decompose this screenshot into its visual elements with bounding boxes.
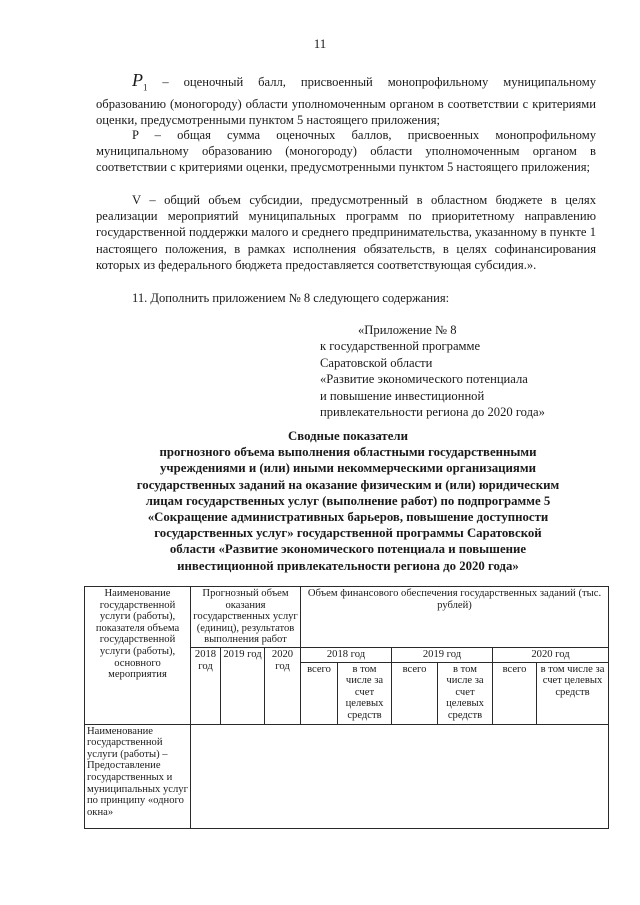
appendix-line: привлекательности региона до 2020 года» <box>320 405 545 420</box>
forecast-year-2020: 2020 год <box>265 648 301 725</box>
sub-total-2018: всего <box>301 662 338 724</box>
heading-line: области «Развитие экономического потенциала и повышение <box>169 542 527 557</box>
table-heading <box>88 428 608 574</box>
appendix-line: «Развитие экономического потенциала <box>320 372 528 387</box>
paragraph-v-definition: V – общий объем субсидии, предусмотренный в областном бюджете в целях реализации мероприятий муниципальных программ по приоритетному направлению государственной поддержки малого и среднего предпринимательства, указанному в пункте 1 настоящего положения, в рамках исполнения обязательств, в целях софинансирования которых из федерального бюджета предоставляется соответствующая субсидия.». <box>96 193 596 272</box>
appendix-line: и повышение инвестиционной <box>320 388 485 403</box>
paragraph-p1-definition: $P_1$ – оценочный балл, присвоенный монопрофильному муниципальному образованию (моногороду) области уполномоченным органом в соответствии с критериями оценки, предусмотренными пунктом 5 настоящего приложения; <box>96 70 596 127</box>
col-header-forecast: Прогнозный объем оказания государственных услуг (единиц), результатов выполнения работ <box>191 587 301 648</box>
appendix-caption <box>320 322 610 420</box>
row-service-empty-cell <box>191 724 609 828</box>
summary-table <box>84 586 609 829</box>
heading-line: государственных услуг» государственной программы Саратовской <box>154 526 542 541</box>
forecast-year-2019: 2019 год <box>221 648 265 725</box>
finance-year-2020: 2020 год <box>493 648 609 663</box>
col-header-name: Наименование государственной услуги (работы), показателя объема государственной услуги (работы), основного мероприятия <box>85 587 191 725</box>
heading-line: лицам государственных услуг (выполнение работ) по подпрограмме 5 <box>145 493 551 508</box>
appendix-line: к государственной программе <box>320 339 481 354</box>
finance-year-2019: 2019 год <box>392 648 493 663</box>
paragraph-item-11: 11. Дополнить приложением № 8 следующего содержания: <box>132 291 450 305</box>
heading-line: государственных заданий на оказание физическим и (или) юридическим <box>136 477 560 492</box>
col-header-finance: Объем финансового обеспечения государственных заданий (тыс. рублей) <box>301 587 609 648</box>
row-service-name: Наименование государственной услуги (работы) – Предоставление государственных и муниципальных услуг по принципу «одного окна» <box>85 724 191 828</box>
appendix-line: «Приложение № 8 <box>358 323 457 337</box>
sub-cofin-2020: в том числе за счет целевых средств <box>537 662 609 724</box>
sub-cofin-2018: в том числе за счет целевых средств <box>338 662 392 724</box>
p1-symbol: $P_1$ <box>132 70 148 93</box>
heading-line: Сводные показатели <box>288 429 408 443</box>
heading-line: инвестиционной привлекательности региона до 2020 года» <box>177 558 519 573</box>
appendix-line: Саратовской области <box>320 355 433 370</box>
sub-total-2019: всего <box>392 662 438 724</box>
forecast-year-2018: 2018 год <box>191 648 221 725</box>
finance-year-2018: 2018 год <box>301 648 392 663</box>
sub-total-2020: всего <box>493 662 537 724</box>
page-number: 11 <box>313 36 327 51</box>
heading-line: прогнозного объема выполнения областными государственными <box>159 445 537 460</box>
heading-line: «Сокращение административных барьеров, повышение доступности <box>147 510 549 525</box>
sub-cofin-2019: в том числе за счет целевых средств <box>438 662 493 724</box>
heading-line: учреждениями и (или) иными некоммерческими организациями <box>160 461 536 476</box>
paragraph-p-definition: P – общая сумма оценочных баллов, присвоенных монопрофильному муниципальному образованию (моногороду) области уполномоченным органом в соответствии с критериями оценки, предусмотренными пунктом 5 настоящего приложения; <box>96 128 596 175</box>
